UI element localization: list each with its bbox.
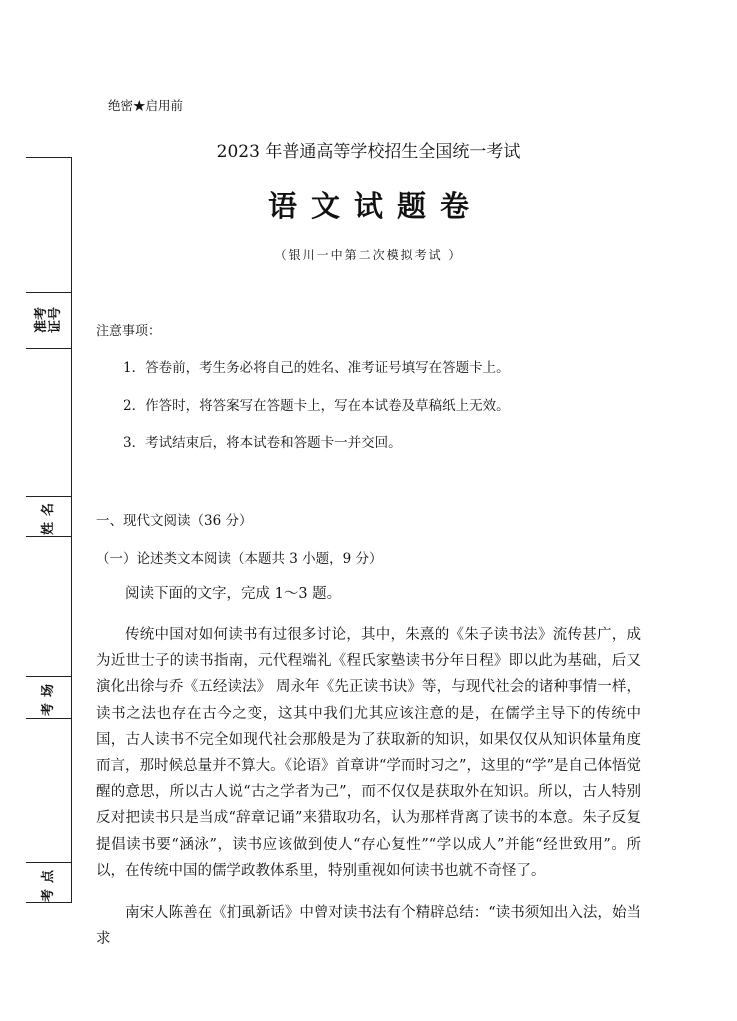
subject-title: 语文试题卷 bbox=[267, 189, 483, 223]
confidential-label: 绝密★启用前 bbox=[108, 98, 184, 113]
margin-divider bbox=[26, 718, 72, 719]
reading-instruction: 阅读下面的文字，完成 1～3 题。 bbox=[125, 586, 342, 602]
reading-paragraph: 传统中国对如何读书有过很多讨论，其中，朱熹的《朱子读书法》流传甚广，成为近世士子的读书指南，元代程端礼《程氏家塾读书分年日程》即以此为基础，后又演化出徐与乔《五经读法》 周永年《先正读书诀》等，与现代社会的诸种事情一样，读书之法也存在古今之变，这其中我们尤其应该注意的是，在儒学主导下的传统中国，古人读书不完全如现代社会那般是为了获取新的知识，如果仅仅从知识体量角度而言，那时候总量并不算大。《论语》首章讲“学而时习之”，这里的“学”是自己体悟觉醒的意思，所以古人说“古之学者为己”，而不仅仅是获取外在知识。所以，古人特别反对把读书只是当成“辞章记诵”来猎取功名，认为那样背离了读书的本意。朱子反复提倡读书要“涵泳”，读书应该做到使人“存心复性”“学以成人”并能“经世致用”。所以，在传统中国的儒学政教体系里，特别重视如何读书也就不奇怪了。 bbox=[96, 627, 641, 879]
notice-item: 3．考试结束后，将本试卷和答题卡一并交回。 bbox=[123, 435, 402, 451]
exam-subtitle: （银川一中第二次模拟考试 ） bbox=[274, 248, 463, 262]
margin-divider bbox=[26, 536, 72, 537]
notice-item: 2．作答时，将答案写在答题卡上，写在本试卷及草稿纸上无效。 bbox=[123, 398, 510, 414]
exam-title: 2023 年普通高等学校招生全国统一考试 bbox=[216, 142, 521, 162]
exam-site-label: 考点 bbox=[41, 863, 57, 903]
reading-paragraph: 南宋人陈善在《扪虱新话》中曾对读书法有个精辟总结：“读书须知出入法，始当求 bbox=[96, 905, 641, 948]
name-label: 姓名 bbox=[41, 496, 57, 536]
binding-margin-box bbox=[26, 157, 72, 903]
margin-divider bbox=[26, 348, 72, 349]
subsection-title: （一）论述类文本阅读（本题共 3 小题，9 分） bbox=[96, 551, 383, 567]
notice-heading: 注意事项： bbox=[96, 324, 162, 339]
exam-number-label: 准考证号 bbox=[34, 307, 63, 334]
section-title: 一、现代文阅读（36 分） bbox=[96, 513, 253, 529]
notice-item: 1．答卷前，考生务必将自己的姓名、准考证号填写在答题卡上。 bbox=[123, 360, 510, 376]
exam-room-label: 考场 bbox=[41, 677, 57, 717]
